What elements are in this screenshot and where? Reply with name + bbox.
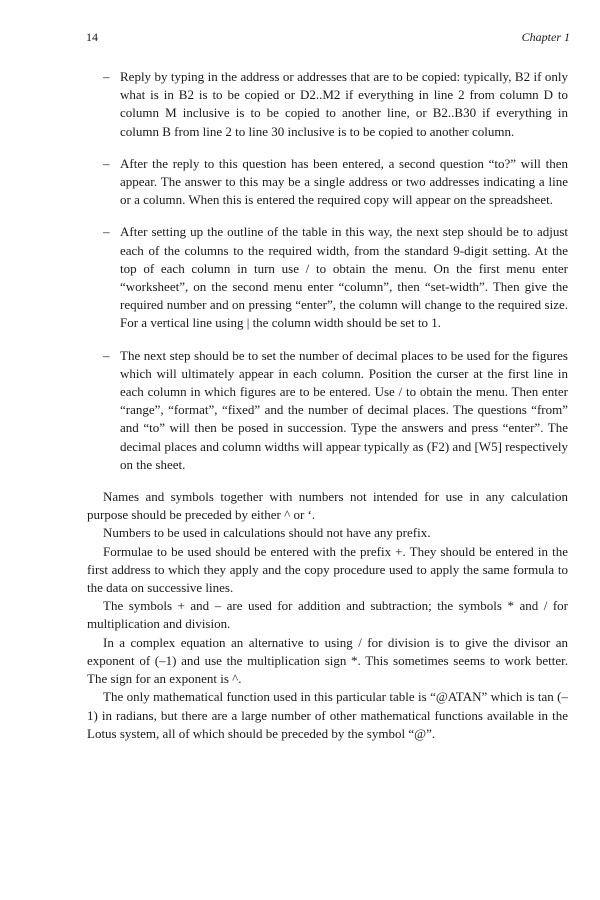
instruction-list [103,68,568,474]
body-text [87,68,568,743]
bullet-dash: – [103,347,110,363]
running-head [86,30,570,46]
list-item-text: After the reply to this question has been entered, a second question “to?” will then appear. The answer to this may be a single address or two addresses indicating a line or a column. When this is entered the required copy will appear on the spreadsheet. [120,155,568,208]
bullet-dash: – [103,155,110,171]
paragraph: Names and symbols together with numbers not intended for use in any calculation purpose should be preceded by either ^ or ‘. [87,489,568,523]
paragraph: In a complex equation an alternative to using / for division is to give the divisor an exponent of (–1) and use the multiplication sign *. This sometimes seems to work better. The sign for an exponent is ^. [87,634,568,687]
paragraph: Formulae to be used should be entered with the prefix +. They should be entered in the first address to which they apply and the copy procedure used to apply the same formula to the data on successive lines. [87,543,568,596]
list-item [103,68,568,141]
body-paragraphs [87,488,568,743]
list-item-text: The next step should be to set the number of decimal places to be used for the figures which will ultimately appear in each column. Position the curser at the first line in each column in which figures are to be entered. Use / to obtain the menu. Then enter “range”, “format”, “fixed” and the number of decimal places. The questions “from” and “to” will then be posed in succession. Type the answers and press “enter”. The decimal places and column widths will appear typically as (F2) and [W5] respectively on the sheet. [120,347,568,472]
chapter-label: Chapter 1 [521,30,570,44]
page-number: 14 [86,30,98,44]
paragraph: The symbols + and – are used for addition and subtraction; the symbols * and / for multiplication and division. [87,598,568,632]
list-item [103,347,568,474]
list-item-text: After setting up the outline of the table in this way, the next step should be to adjust each of the columns to the required width, from the standard 9-digit setting. At the top of each column in turn use / to obtain the menu. On the first menu enter “worksheet”, on the second menu enter “column”, then “set-width”. Then give the required number and on pressing “enter”, the column will change to the required size. For a vertical line using | the column width should be set to 1. [120,224,568,331]
bullet-dash: – [103,224,110,240]
paragraph: Numbers to be used in calculations should not have any prefix. [103,525,431,541]
paragraph: The only mathematical function used in this particular table is “@ATAN” which is tan (–1) in radians, but there are a large number of other mathematical functions available in the Lotus system, all of which should be preceded by the symbol “@”. [87,689,568,741]
list-item-text: Reply by typing in the address or addresses that are to be copied: typically, B2 if only what is in B2 is to be copied or D2..M2 if everything in line 2 from column D to column M inclusive is to be copied to another line, or B2..B30 if everything in column B from line 2 to line 30 inclusive is to be copied to another column. [120,69,568,139]
list-item [103,155,568,210]
list-item [103,223,568,332]
bullet-dash: – [103,69,110,84]
